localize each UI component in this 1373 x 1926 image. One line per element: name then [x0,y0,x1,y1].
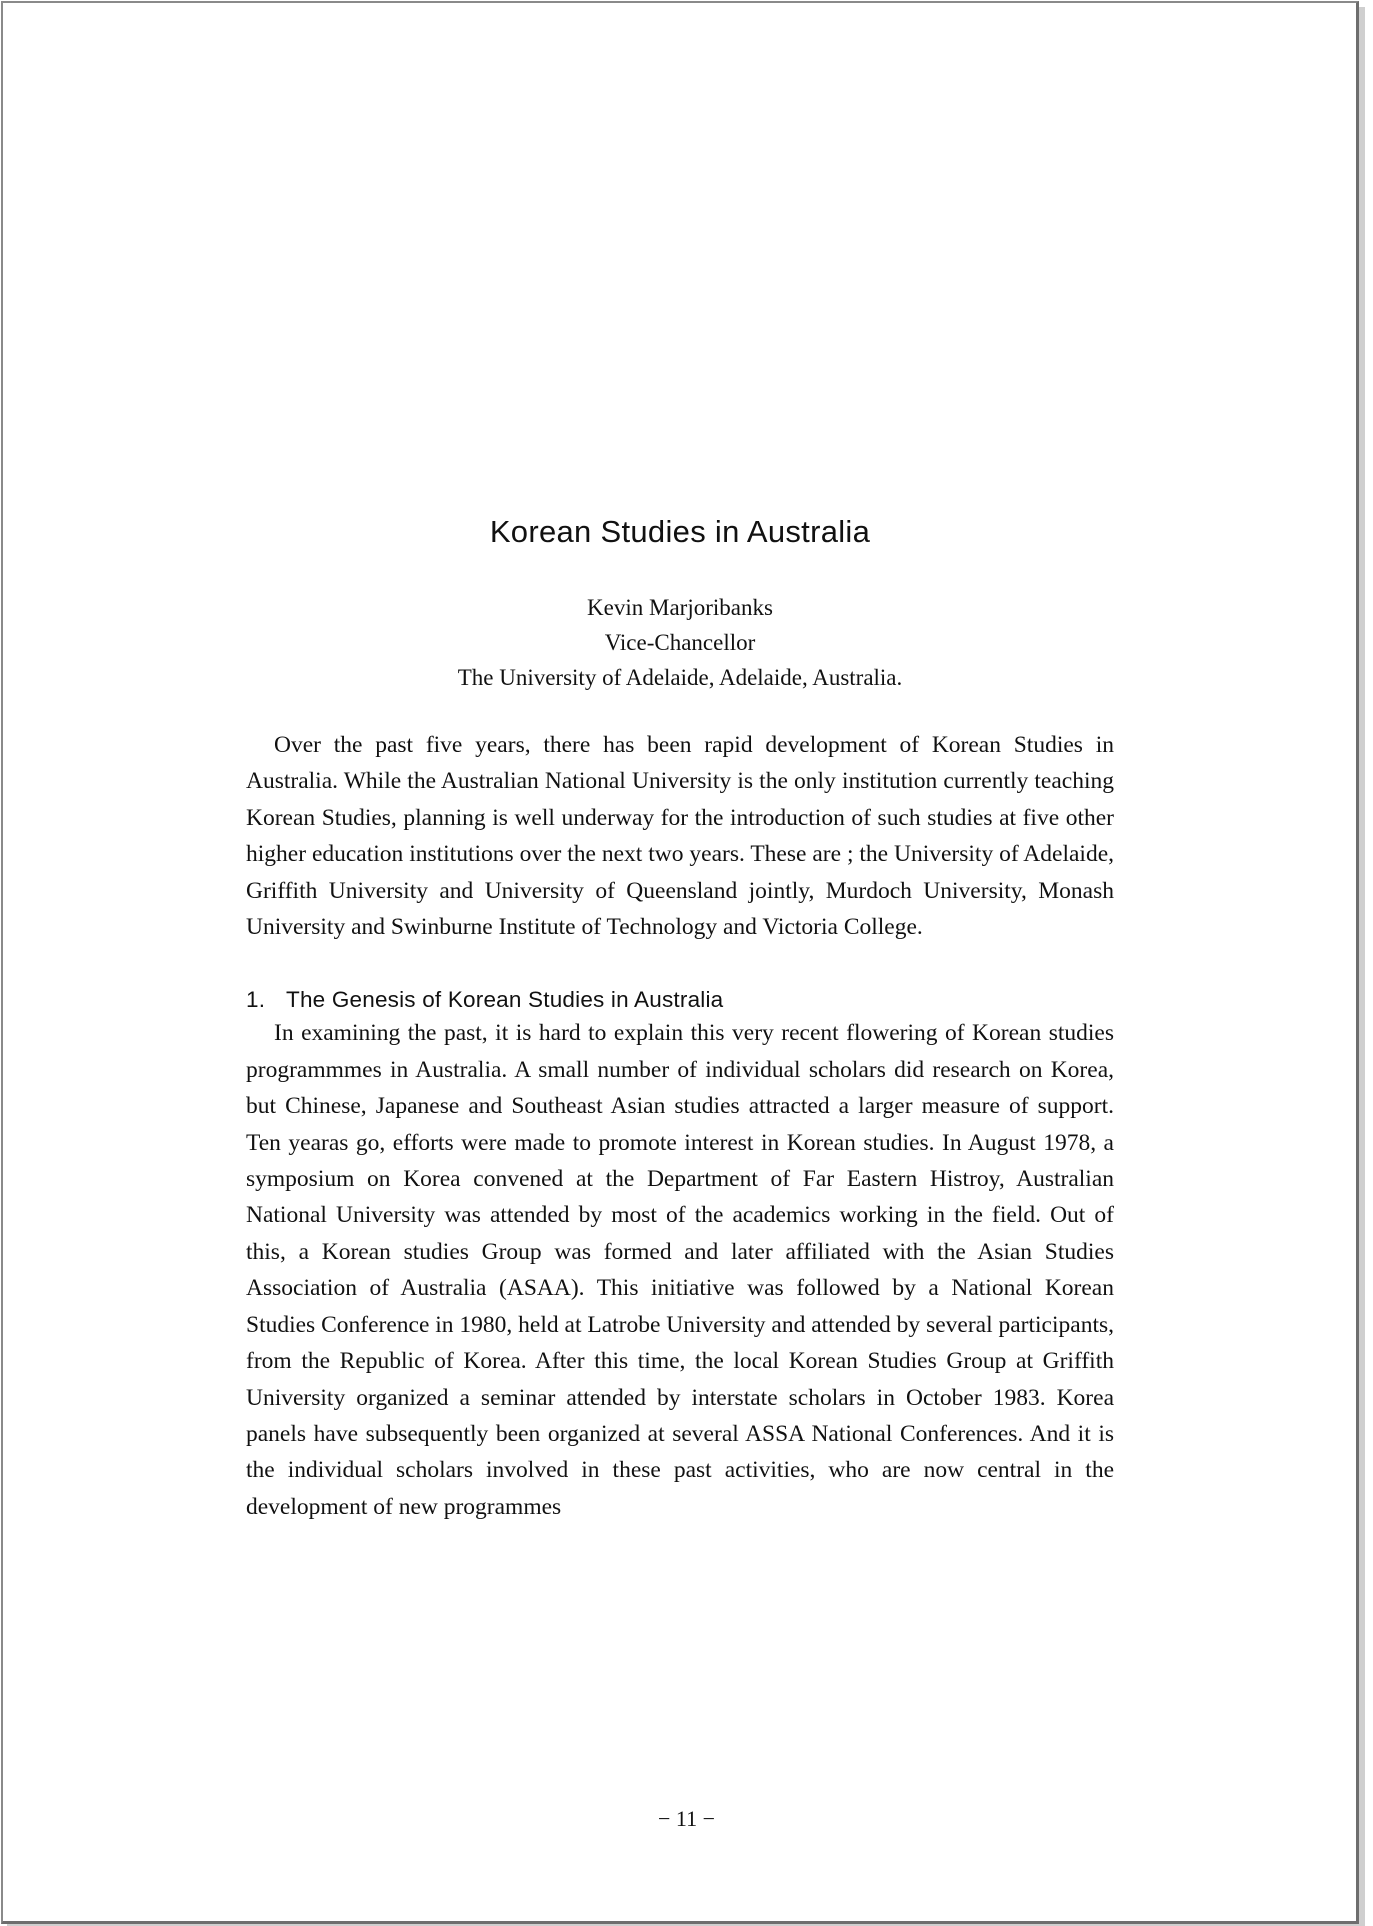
document-body [246,500,1114,1525]
section-title: The Genesis of Korean Studies in Australia [286,987,724,1013]
intro-paragraph: Over the past five years, there has been rapid development of Korean Studies in Australia. While the Australian National University is the only institution currently teaching Korean Studies, planning is well underway for the introduction of such studies at five other higher education institutions over the next two years. These are ; the University of Adelaide, Griffith University and University of Queensland jointly, Murdoch University, Monash University and Swinburne Institute of Technology and Victoria College. [246,732,1114,941]
document-title: Korean Studies in Australia [489,514,871,549]
section-number: 1. [246,987,266,1013]
page-number: − 11 − [658,1806,715,1831]
section-heading [246,987,1114,1013]
author-name: Kevin Marjoribanks [587,595,773,620]
author-affiliation: The University of Adelaide, Adelaide, Australia. [457,665,903,690]
author-position: Vice-Chancellor [604,630,756,655]
author-block [246,590,1114,695]
section-paragraph: In examining the past, it is hard to explain this very recent flowering of Korean studies programmmes in Australia. A small number of individual scholars did research on Korea, but Chinese, Japanese and Southeast Asian studies attracted a larger measure of support. Ten yearas go, efforts were made to promote interest in Korean studies. In August 1978, a symposium on Korea convened at the Department of Far Eastern Histroy, Australian National University was attended by most of the academics working in the field. Out of this, a Korean studies Group was formed and later affiliated with the Asian Studies Association of Australia (ASAA). This initiative was followed by a National Korean Studies Conference in 1980, held at Latrobe University and attended by several participants, from the Republic of Korea. After this time, the local Korean Studies Group at Griffith University organized a seminar attended by interstate scholars in October 1983. Korea panels have subsequently been organized at several ASSA National Conferences. And it is the individual scholars involved in these past activities, who are now central in the development of new programmes [246,1020,1114,1520]
